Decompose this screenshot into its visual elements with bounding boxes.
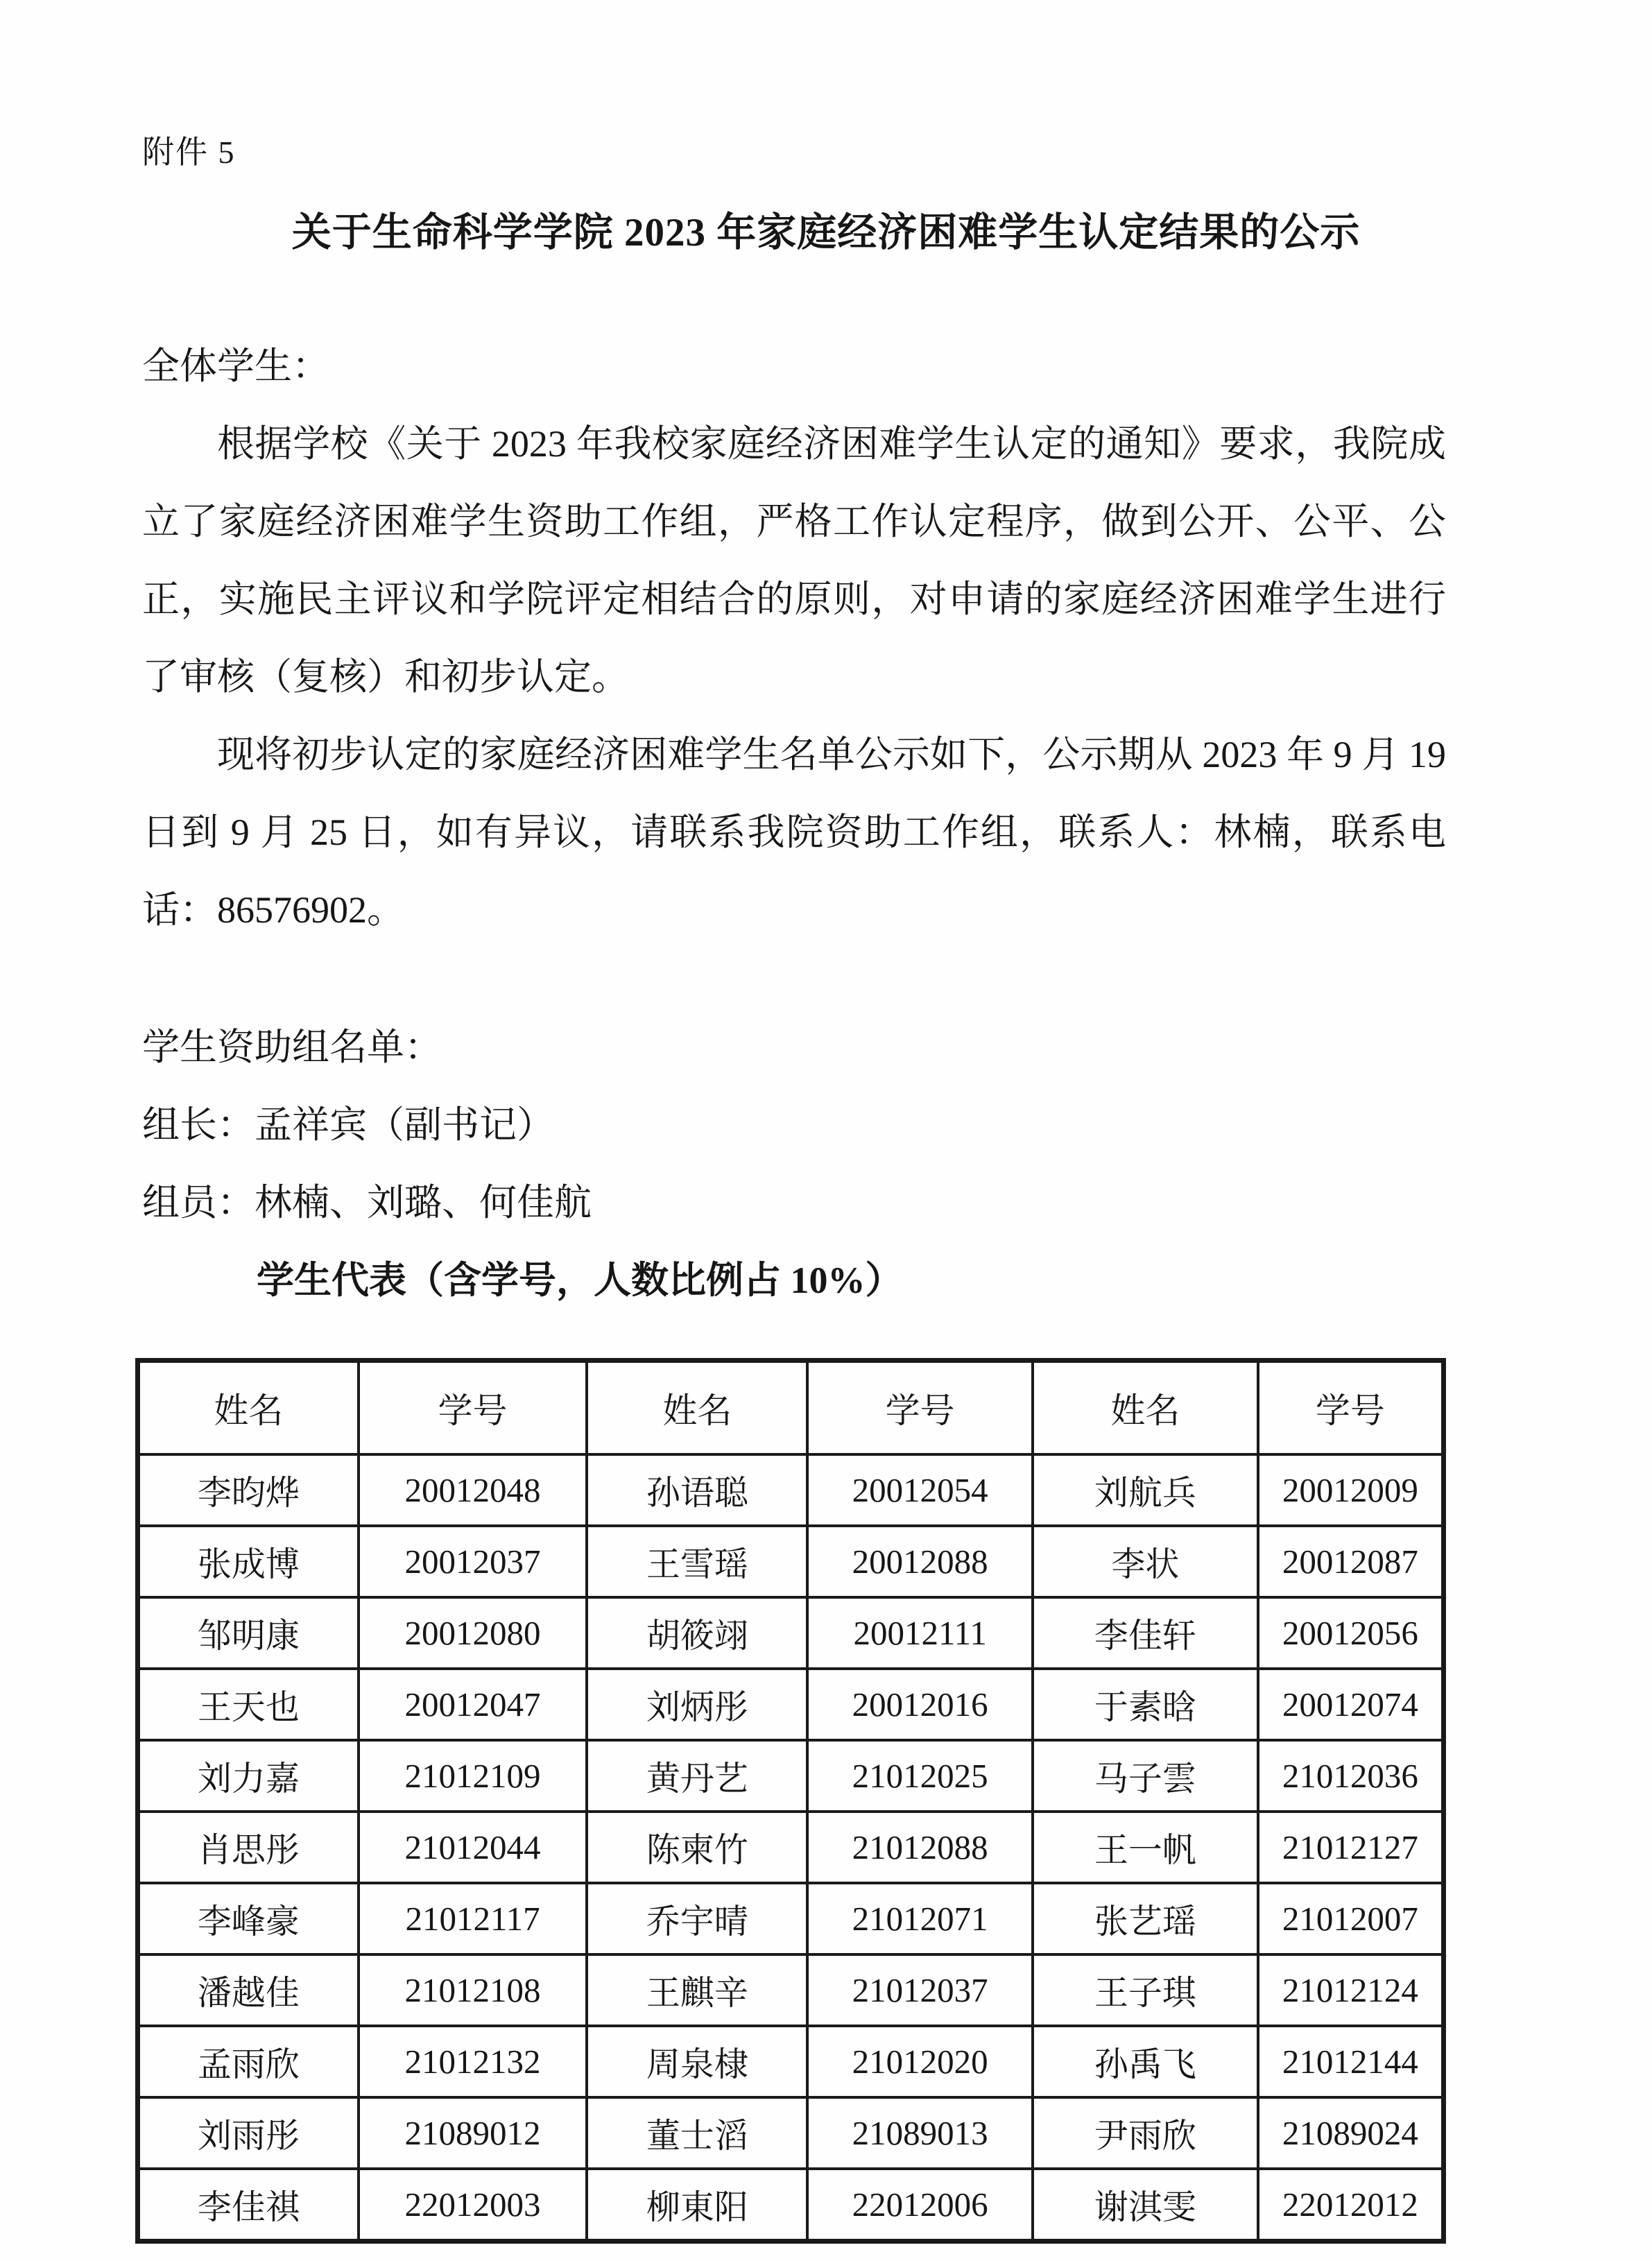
student-name-cell: 孟雨欣 (138, 2026, 359, 2097)
table-row (138, 1812, 1444, 1883)
student-id-cell: 21012088 (807, 1812, 1033, 1883)
student-name-cell: 乔宇晴 (587, 1883, 807, 1954)
table-row (138, 1526, 1444, 1597)
student-id-cell: 21012109 (359, 1740, 587, 1812)
aid-group-leader-line: 组长：孟祥宾（副书记） (142, 1104, 554, 1146)
student-name-cell: 黄丹艺 (587, 1740, 807, 1812)
student-id-cell: 20012087 (1258, 1526, 1444, 1597)
student-name-cell: 潘越佳 (138, 1954, 359, 2026)
student-table-body (138, 1454, 1444, 2242)
student-id-cell: 20012111 (807, 1597, 1033, 1669)
student-name-cell: 尹雨欣 (1033, 2097, 1258, 2169)
student-name-cell: 柳東阳 (587, 2169, 807, 2242)
student-name-cell: 王天也 (138, 1669, 359, 1740)
student-name-cell: 马子雲 (1033, 1740, 1258, 1812)
student-name-cell: 李佳祺 (138, 2169, 359, 2242)
student-id-cell: 20012074 (1258, 1669, 1444, 1740)
student-id-cell: 20012056 (1258, 1597, 1444, 1669)
column-header: 学号 (1258, 1361, 1444, 1455)
attachment-label: 附件 5 (142, 135, 236, 170)
column-header: 姓名 (1033, 1361, 1258, 1455)
column-header: 姓名 (587, 1361, 807, 1455)
student-name-cell: 谢淇雯 (1033, 2169, 1258, 2242)
paragraph-publicity-period: 现将初步认定的家庭经济困难学生名单公示如下，公示期从 2023 年 9 月 19 日到 9 月 25 日，如有异议，请联系我院资助工作组，联系人：林楠，联系电话：86576902。 (142, 734, 1446, 931)
table-row (138, 1454, 1444, 1526)
student-id-cell: 21012132 (359, 2026, 587, 2097)
student-id-cell: 21012071 (807, 1883, 1033, 1954)
table-row (138, 1883, 1444, 1954)
student-id-cell: 20012009 (1258, 1454, 1444, 1526)
student-table (135, 1358, 1446, 2244)
student-name-cell: 李状 (1033, 1526, 1258, 1597)
student-name-cell: 胡筱翊 (587, 1597, 807, 1669)
table-header-row (138, 1361, 1444, 1455)
student-name-cell: 刘炳彤 (587, 1669, 807, 1740)
student-id-cell: 21012127 (1258, 1812, 1444, 1883)
student-name-cell: 邹明康 (138, 1597, 359, 1669)
student-reps-heading: 学生代表（含学号，人数比例占 10%） (257, 1260, 903, 1301)
student-id-cell: 20012047 (359, 1669, 587, 1740)
student-id-cell: 20012048 (359, 1454, 587, 1526)
student-id-cell: 20012016 (807, 1669, 1033, 1740)
student-id-cell: 21012124 (1258, 1954, 1444, 2026)
student-id-cell: 21012037 (807, 1954, 1033, 2026)
table-row (138, 1740, 1444, 1812)
salutation: 全体学生： (142, 345, 329, 387)
student-name-cell: 王雪瑶 (587, 1526, 807, 1597)
table-row (138, 1954, 1444, 2026)
student-id-cell: 21012036 (1258, 1740, 1444, 1812)
aid-group-members-line: 组员：林楠、刘璐、何佳航 (142, 1182, 592, 1223)
student-id-cell: 20012054 (807, 1454, 1033, 1526)
student-name-cell: 刘力嘉 (138, 1740, 359, 1812)
student-name-cell: 王一帆 (1033, 1812, 1258, 1883)
student-name-cell: 孙禹飞 (1033, 2026, 1258, 2097)
student-name-cell: 陈柬竹 (587, 1812, 807, 1883)
student-name-cell: 李佳轩 (1033, 1597, 1258, 1669)
student-name-cell: 李昀烨 (138, 1454, 359, 1526)
student-name-cell: 刘航兵 (1033, 1454, 1258, 1526)
student-id-cell: 21012007 (1258, 1883, 1444, 1954)
student-id-cell: 21089012 (359, 2097, 587, 2169)
student-id-cell: 21012117 (359, 1883, 587, 1954)
student-id-cell: 22012012 (1258, 2169, 1444, 2242)
table-row (138, 1597, 1444, 1669)
student-id-cell: 20012080 (359, 1597, 587, 1669)
column-header: 学号 (359, 1361, 587, 1455)
aid-group-heading: 学生资助组名单： (142, 1026, 442, 1068)
student-name-cell: 周泉棣 (587, 2026, 807, 2097)
student-id-cell: 21012044 (359, 1812, 587, 1883)
student-name-cell: 王麒辛 (587, 1954, 807, 2026)
student-name-cell: 张成博 (138, 1526, 359, 1597)
table-row (138, 2169, 1444, 2242)
document-title: 关于生命科学学院 2023 年家庭经济困难学生认定结果的公示 (291, 211, 1361, 255)
table-row (138, 1669, 1444, 1740)
student-name-cell: 刘雨彤 (138, 2097, 359, 2169)
table-row (138, 2097, 1444, 2169)
student-name-cell: 王子琪 (1033, 1954, 1258, 2026)
paragraph-notice-basis: 根据学校《关于 2023 年我校家庭经济困难学生认定的通知》要求，我院成立了家庭经济困难学生资助工作组，严格工作认定程序，做到公开、公平、公正，实施民主评议和学院评定相结合的原则，对申请的家庭经济困难学生进行了审核（复核）和初步认定。 (142, 423, 1446, 698)
student-name-cell: 董士滔 (587, 2097, 807, 2169)
table-row (138, 2026, 1444, 2097)
student-id-cell: 21012144 (1258, 2026, 1444, 2097)
student-id-cell: 21012020 (807, 2026, 1033, 2097)
student-id-cell: 22012003 (359, 2169, 587, 2242)
student-id-cell: 21089024 (1258, 2097, 1444, 2169)
column-header: 姓名 (138, 1361, 359, 1455)
student-id-cell: 21089013 (807, 2097, 1033, 2169)
student-name-cell: 李峰豪 (138, 1883, 359, 1954)
student-id-cell: 21012025 (807, 1740, 1033, 1812)
student-id-cell: 20012037 (359, 1526, 587, 1597)
student-name-cell: 于素晗 (1033, 1669, 1258, 1740)
student-id-cell: 21012108 (359, 1954, 587, 2026)
student-id-cell: 20012088 (807, 1526, 1033, 1597)
column-header: 学号 (807, 1361, 1033, 1455)
student-name-cell: 肖思彤 (138, 1812, 359, 1883)
student-name-cell: 张艺瑶 (1033, 1883, 1258, 1954)
student-id-cell: 22012006 (807, 2169, 1033, 2242)
student-name-cell: 孙语聪 (587, 1454, 807, 1526)
